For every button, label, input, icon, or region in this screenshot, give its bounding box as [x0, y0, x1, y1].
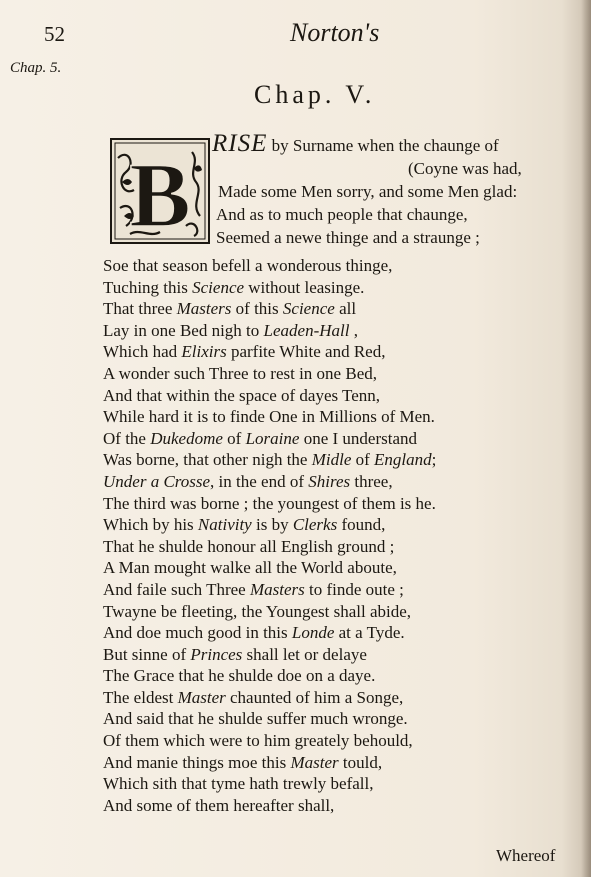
- text-run: And doe much good in this: [103, 623, 292, 643]
- text-run: Of the: [103, 428, 151, 448]
- text-run: ,: [349, 320, 358, 340]
- text-run: at a Tyde.: [334, 623, 405, 643]
- text-run: Was borne, that other nigh the: [103, 450, 312, 470]
- italic-text: Dukedome: [150, 428, 223, 448]
- text-run: Soe that season befell a wonderous thinge,: [103, 256, 393, 275]
- text-run: That he shulde honour all English ground ;: [103, 536, 395, 556]
- text-run: is by: [251, 515, 293, 535]
- text-run: parfite White and Red,: [226, 342, 386, 362]
- text-run: Which had: [103, 342, 182, 362]
- text-run: The Grace that he shulde doe on a daye.: [103, 666, 376, 686]
- text-run: Lay in one Bed nigh to: [103, 320, 264, 340]
- chapter-title: Chap. V.: [254, 80, 376, 109]
- text-run: But sinne of: [103, 644, 191, 664]
- text-run: one I understand: [299, 428, 417, 448]
- verse-line: [103, 255, 436, 277]
- verse-line: [103, 687, 436, 709]
- text-run: to finde oute ;: [304, 579, 404, 599]
- text-run: of: [222, 428, 246, 448]
- running-head: Norton's: [290, 18, 380, 47]
- text-run: And faile such Three: [103, 579, 250, 599]
- text-run: chaunted of him a Songe,: [225, 687, 404, 707]
- text-run: without leasinge.: [244, 277, 365, 297]
- text-run: The eldest: [103, 687, 178, 707]
- text-run: That three: [103, 299, 177, 319]
- italic-text: Shires: [308, 471, 351, 491]
- text-run: A wonder such Three to rest in one Bed,: [103, 363, 377, 383]
- text-run: Twayne be fleeting, the Youngest shall abide,: [103, 601, 412, 621]
- text-run: , in the end of: [210, 471, 309, 491]
- text-run: all: [334, 299, 357, 319]
- text-run: three,: [350, 471, 393, 491]
- italic-text: Clerks: [292, 515, 338, 535]
- italic-text: Londe: [291, 623, 335, 643]
- italic-text: Science: [282, 299, 335, 319]
- italic-text: Elixirs: [181, 342, 227, 362]
- italic-text: Master: [290, 752, 339, 772]
- text-run: And manie things moe this: [103, 752, 291, 772]
- italic-text: Midle: [311, 450, 352, 470]
- verse-line: [103, 385, 436, 407]
- text-run: Of them which were to him greately behould,: [103, 731, 413, 751]
- page-gutter-shadow: [581, 0, 591, 877]
- opening-word: RISE: [212, 130, 268, 157]
- verse-line: [103, 730, 436, 752]
- italic-text: Masters: [176, 299, 232, 319]
- verse-line: [103, 708, 436, 730]
- verse-line: [103, 557, 436, 579]
- text-run: of this: [231, 299, 283, 319]
- opening-line-1: [212, 132, 522, 157]
- italic-text: Masters: [249, 579, 305, 599]
- italic-text: England: [374, 450, 432, 470]
- verse-line: [103, 622, 436, 644]
- verse-line: [103, 795, 436, 817]
- catchword: Whereof: [496, 846, 556, 865]
- text-run: The third was borne ; the youngest of them is he.: [103, 493, 436, 513]
- text-run: While hard it is to finde One in Millions of Men.: [103, 407, 435, 427]
- italic-text: Loraine: [245, 428, 300, 448]
- text-run: And that within the space of dayes Tenn,: [103, 385, 381, 405]
- verse-line: [103, 493, 436, 515]
- italic-text: Science: [192, 277, 245, 297]
- italic-text: Master: [177, 687, 226, 707]
- page-number: 52: [44, 22, 65, 46]
- text-run: A Man mought walke all the World aboute,: [103, 558, 397, 578]
- text-run: And some of them hereafter shall,: [103, 795, 335, 815]
- verse-line: [103, 644, 436, 666]
- opening-line-1-rest: by Surname when the chaunge of: [267, 136, 499, 155]
- opening-lines: [212, 132, 522, 249]
- text-run: found,: [337, 515, 386, 535]
- verse-body: [103, 255, 436, 816]
- italic-text: Nativity: [197, 515, 252, 535]
- italic-text: Princes: [190, 644, 243, 664]
- text-run: ;: [431, 450, 437, 470]
- verse-line: [103, 320, 436, 342]
- opening-line-4: And as to much people that chaunge,: [216, 205, 468, 224]
- verse-line: [103, 428, 436, 450]
- verse-line: [103, 579, 436, 601]
- verse-line: [103, 752, 436, 774]
- opening-line-2: (Coyne was had,: [408, 159, 522, 178]
- italic-text: Leaden-Hall: [263, 320, 350, 340]
- verse-line: [103, 406, 436, 428]
- decorated-initial-b: [110, 138, 210, 244]
- verse-line: [103, 363, 436, 385]
- verse-line: [103, 277, 436, 299]
- verse-line: [103, 341, 436, 363]
- opening-line-5: Seemed a newe thinge and a straunge ;: [216, 228, 480, 247]
- verse-line: [103, 601, 436, 623]
- italic-text: Under a Crosse: [103, 471, 211, 491]
- text-run: of: [351, 450, 375, 470]
- text-run: Which by his: [103, 515, 198, 535]
- text-run: shall let or delaye: [242, 644, 367, 664]
- verse-line: [103, 514, 436, 536]
- opening-line-3: Made some Men sorry, and some Men glad:: [218, 182, 518, 201]
- text-run: Tuching this: [103, 277, 193, 297]
- drop-cap-letter: B: [129, 144, 191, 244]
- verse-line: [103, 773, 436, 795]
- verse-line: [103, 449, 436, 471]
- text-run: And said that he shulde suffer much wronge.: [103, 709, 408, 729]
- margin-note: Chap. 5.: [10, 60, 62, 76]
- verse-line: [103, 665, 436, 687]
- text-run: tould,: [338, 752, 383, 772]
- verse-line: [103, 471, 436, 493]
- verse-line: [103, 298, 436, 320]
- verse-line: [103, 536, 436, 558]
- text-run: Which sith that tyme hath trewly befall,: [103, 774, 374, 794]
